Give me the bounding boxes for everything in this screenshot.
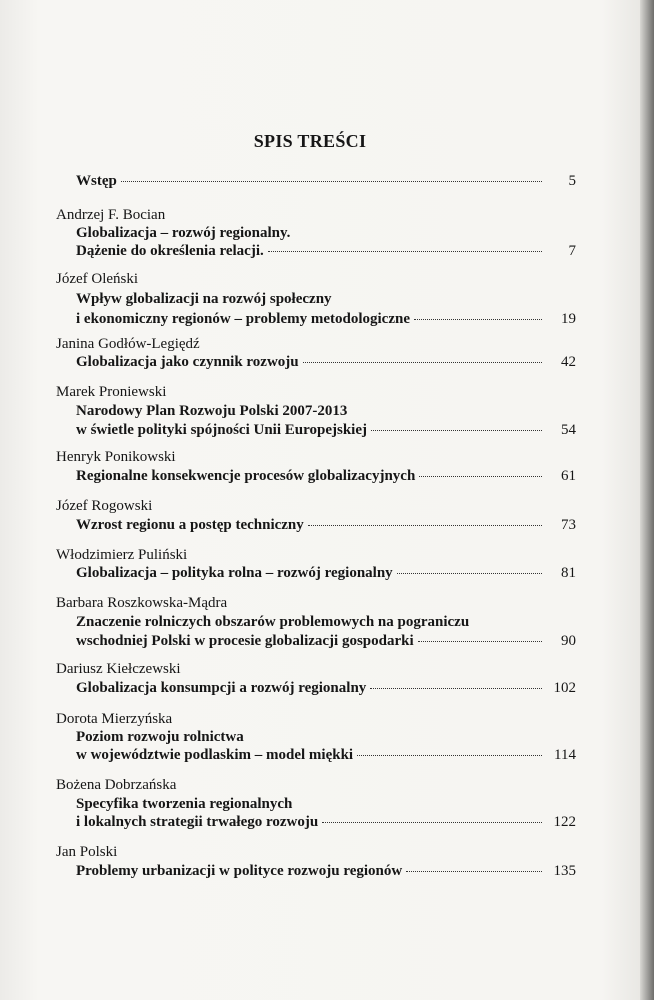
page-title: SPIS TREŚCI (253, 131, 367, 151)
toc-entry-line (76, 242, 576, 260)
toc-author: Janina Godłów-Legiędź (56, 336, 200, 352)
toc-chapter-title: Globalizacja – polityka rolna – rozwój regionalny (76, 565, 393, 581)
toc-entry-line (76, 679, 576, 697)
toc-page-number: 19 (561, 311, 576, 327)
toc-page-number: 102 (553, 680, 576, 696)
dot-leader (268, 251, 542, 252)
toc-author: Dorota Mierzyńska (56, 711, 173, 727)
dot-leader (414, 319, 542, 320)
toc-entry-line (76, 728, 576, 746)
toc-entry-line (76, 402, 576, 420)
toc-entry-line (76, 421, 576, 439)
toc-chapter-title: Globalizacja – rozwój regionalny. (76, 225, 291, 241)
dot-leader (322, 822, 542, 823)
toc-entry-line (76, 467, 576, 485)
toc-chapter-title: Wzrost regionu a postęp techniczny (76, 517, 304, 533)
toc-entry-line (76, 613, 576, 631)
dot-leader (121, 181, 542, 182)
dot-leader (406, 871, 542, 872)
toc-chapter-title: Wpływ globalizacji na rozwój społeczny (76, 291, 332, 307)
toc-page-number: 90 (561, 633, 576, 649)
toc-page-number: 122 (553, 814, 576, 830)
toc-author: Barbara Roszkowska-Mądra (56, 595, 228, 611)
toc-author: Henryk Ponikowski (56, 449, 176, 465)
toc-entry-line (76, 224, 576, 242)
dot-leader (370, 688, 542, 689)
toc-chapter-title: Narodowy Plan Rozwoju Polski 2007-2013 (76, 403, 348, 419)
toc-page-number: 7 (568, 243, 576, 259)
toc-page-number: 81 (561, 565, 576, 581)
dot-leader (419, 476, 542, 477)
toc-page-number: 135 (553, 863, 576, 879)
toc-chapter-title: Dążenie do określenia relacji. (76, 243, 264, 259)
dot-leader (308, 525, 542, 526)
toc-page-number: 61 (561, 468, 576, 484)
toc-author: Andrzej F. Bocian (56, 207, 166, 223)
toc-author: Włodzimierz Puliński (56, 547, 188, 563)
toc-entry-line (76, 310, 576, 328)
toc-chapter-title: Globalizacja konsumpcji a rozwój regionalny (76, 680, 367, 696)
toc-chapter-title: w świetle polityki spójności Unii Europejskiej (76, 422, 367, 438)
page-edge-shadow (640, 0, 654, 1000)
dot-leader (303, 362, 542, 363)
toc-chapter-title: Wstęp (76, 173, 117, 189)
toc-chapter-title: w województwie podlaskim – model miękki (76, 747, 354, 763)
toc-chapter-title: Regionalne konsekwencje procesów globalizacyjnych (76, 468, 416, 484)
toc-entry-line (76, 516, 576, 534)
toc-chapter-title: i ekonomiczny regionów – problemy metodologiczne (76, 311, 410, 327)
toc-chapter-title: i lokalnych strategii trwałego rozwoju (76, 814, 319, 830)
toc-author: Bożena Dobrzańska (56, 777, 177, 793)
toc-chapter-title: wschodniej Polski w procesie globalizacji gospodarki (76, 633, 414, 649)
dot-leader (418, 641, 542, 642)
toc-page-number: 5 (568, 173, 576, 189)
toc-author: Józef Oleński (56, 271, 139, 287)
toc-entry-line (76, 862, 576, 880)
toc-author: Jan Polski (56, 844, 118, 860)
toc-entry-line (76, 290, 576, 308)
toc-author: Dariusz Kiełczewski (56, 661, 181, 677)
toc-page-number: 114 (554, 747, 576, 763)
toc-chapter-title: Problemy urbanizacji w polityce rozwoju regionów (76, 863, 403, 879)
toc-chapter-title: Specyfika tworzenia regionalnych (76, 796, 293, 812)
dot-leader (371, 430, 542, 431)
toc-entry-line (76, 632, 576, 650)
toc-entry-line (76, 813, 576, 831)
toc-page-number: 54 (561, 422, 576, 438)
toc-entry-line (76, 564, 576, 582)
toc-page-number: 42 (561, 354, 576, 370)
toc-page-number: 73 (561, 517, 576, 533)
toc-author: Marek Proniewski (56, 384, 167, 400)
toc-chapter-title: Globalizacja jako czynnik rozwoju (76, 354, 299, 370)
toc-entry-line (76, 795, 576, 813)
dot-leader (397, 573, 542, 574)
dot-leader (357, 755, 542, 756)
toc-entry-line (76, 746, 576, 764)
toc-chapter-title: Poziom rozwoju rolnictwa (76, 729, 244, 745)
toc-author: Józef Rogowski (56, 498, 153, 514)
toc-entry-line (76, 172, 576, 190)
toc-chapter-title: Znaczenie rolniczych obszarów problemowych na pograniczu (76, 614, 470, 630)
toc-entry-line (76, 353, 576, 371)
